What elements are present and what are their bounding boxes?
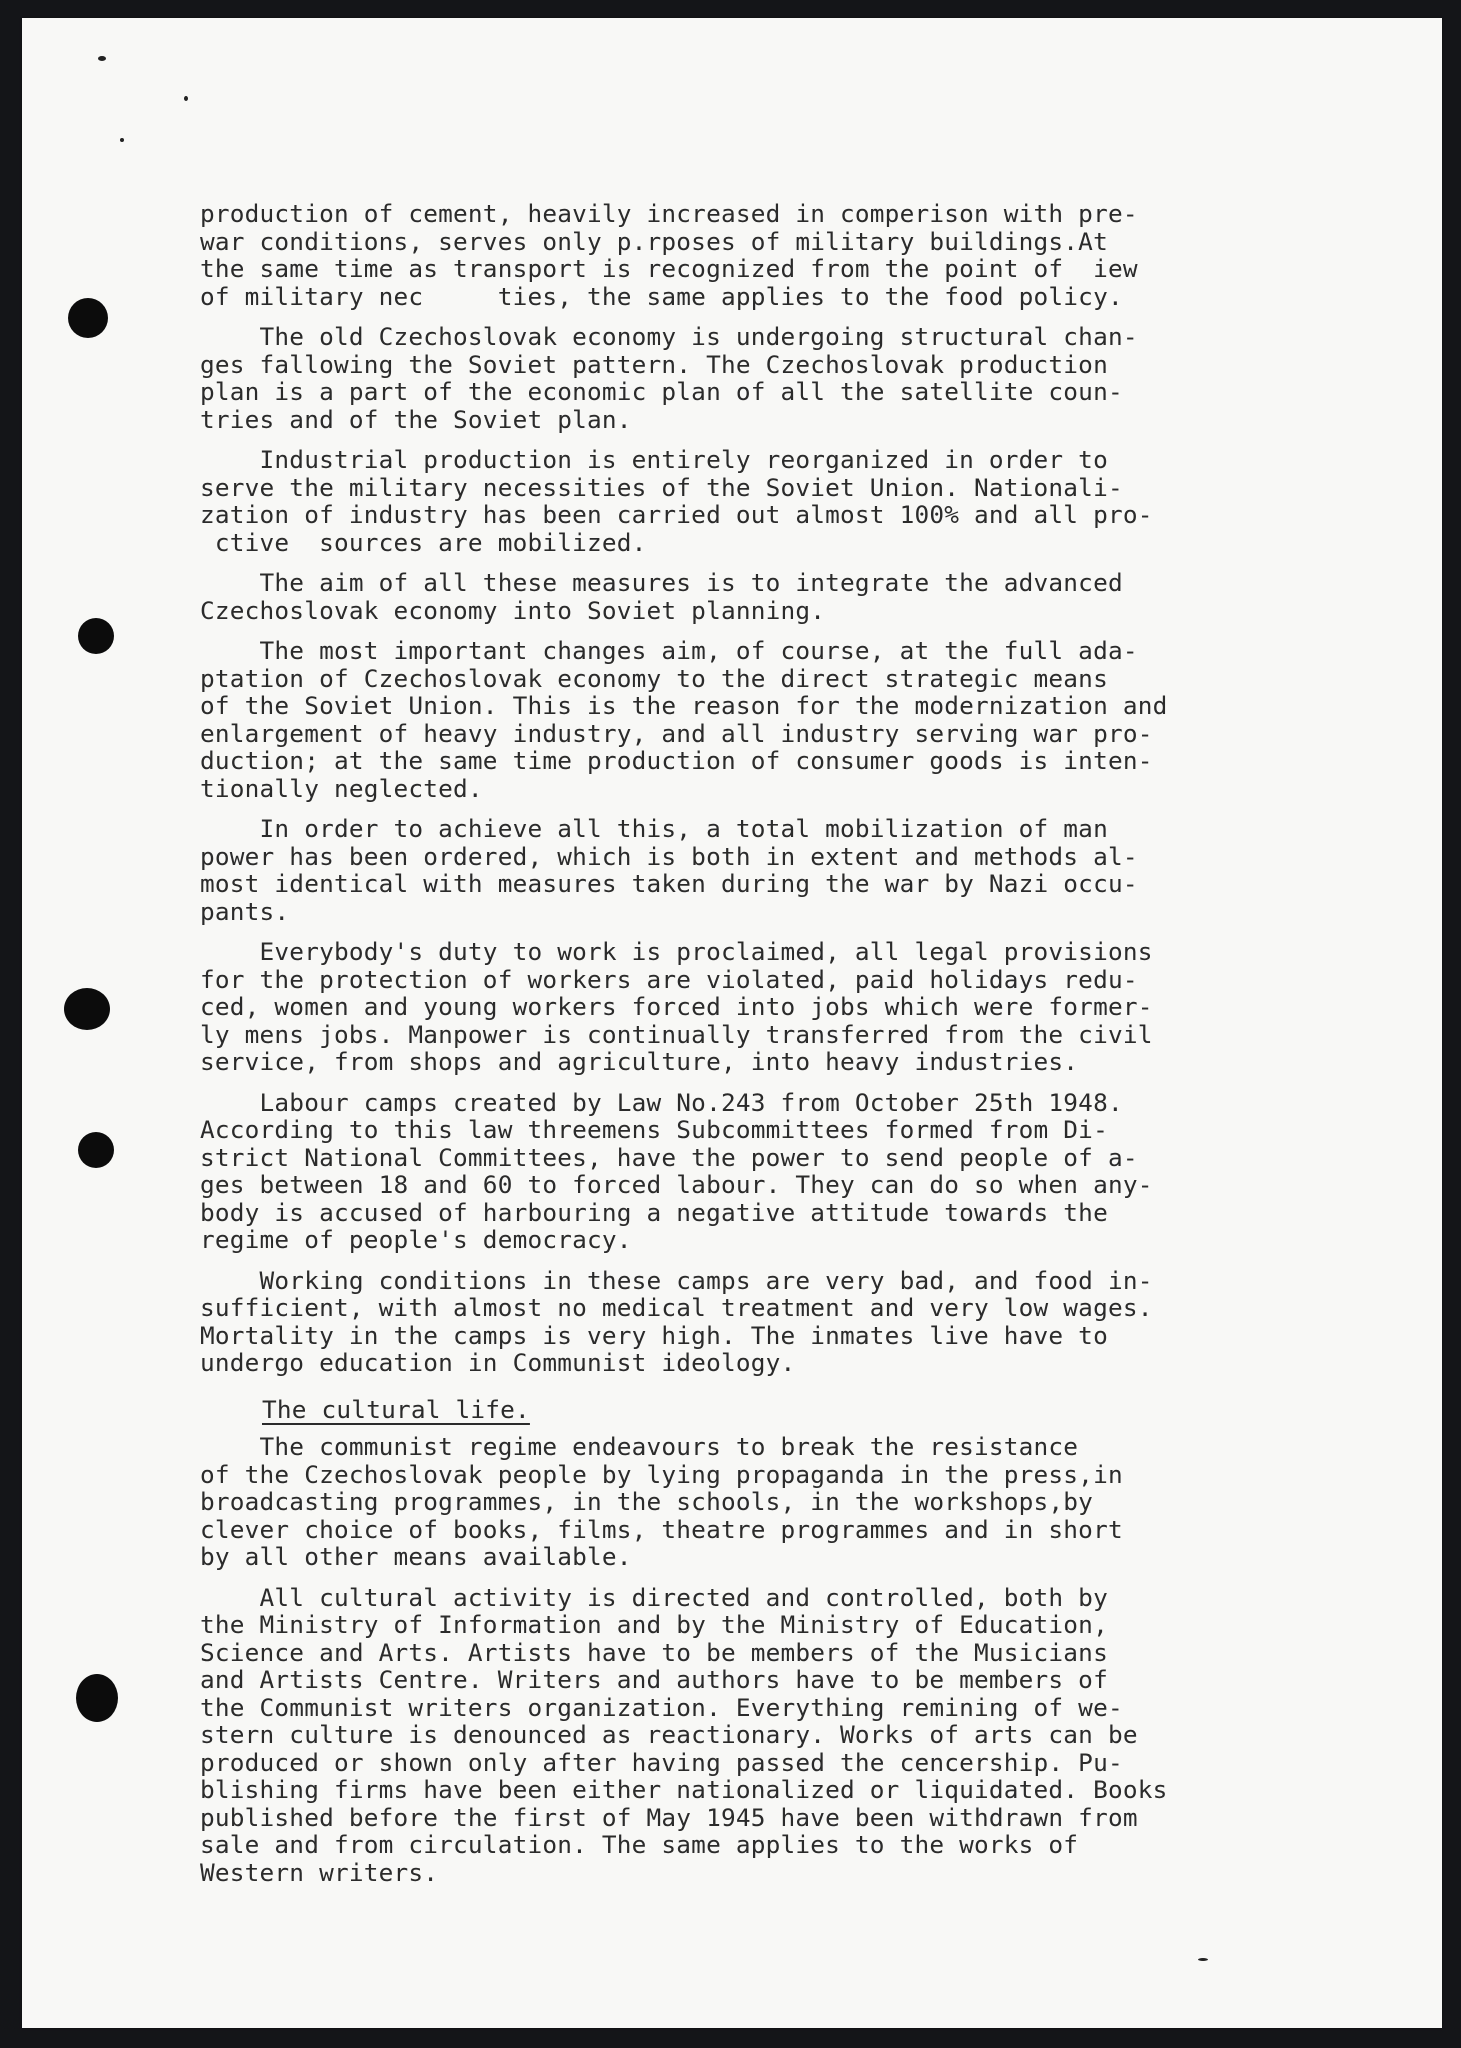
text-line: blishing firms have been either nationalized or liquidated. Books <box>200 1775 1168 1804</box>
paragraph <box>200 1267 1340 1377</box>
text-line: stern culture is denounced as reactionary. Works of arts can be <box>200 1720 1138 1749</box>
section-heading-wrap <box>200 1390 1340 1434</box>
text-line: pants. <box>200 896 290 926</box>
text-line: produced or shown only after having passed the cencership. Pu- <box>200 1747 1123 1777</box>
text-line: According to this law threemens Subcommittees formed from Di- <box>200 1115 1108 1144</box>
speck-4 <box>1198 1958 1208 1961</box>
text-line: undergo education in Communist ideology. <box>200 1348 796 1377</box>
text-line: enlargement of heavy industry, and all industry serving war pro- <box>200 718 1153 748</box>
text-line: ly mens jobs. Manpower is continually transferred from the civil <box>200 1019 1153 1049</box>
punch-hole-4 <box>78 1132 114 1168</box>
text-line: tionally neglected. <box>200 773 483 803</box>
typescript-body <box>200 200 1340 1899</box>
paragraph <box>200 1089 1340 1254</box>
punch-hole-2 <box>78 618 114 654</box>
text-line: ced, women and young workers forced into jobs which were former- <box>200 992 1153 1021</box>
text-line: Western writers. <box>200 1857 439 1887</box>
text-line: Science and Arts. Artists have to be members of the Musicians <box>200 1637 1108 1667</box>
speck-3 <box>120 138 124 142</box>
text-line: duction; at the same time production of consumer goods is inten- <box>200 746 1153 775</box>
text-line: regime of people's democracy. <box>200 1225 632 1254</box>
text-line: of military nec ties, the same applies to the food policy. <box>200 281 1123 311</box>
text-line: ges fallowing the Soviet pattern. The Czechoslovak production <box>200 349 1108 379</box>
paragraphs-before-heading <box>200 200 1340 1377</box>
text-line: by all other means available. <box>200 1542 632 1571</box>
text-line: sufficient, with almost no medical treatment and very low wages. <box>200 1293 1153 1322</box>
text-line: The old Czechoslovak economy is undergoing structural chan- <box>200 322 1138 351</box>
text-line: and Artists Centre. Writers and authors have to be members of <box>200 1665 1108 1694</box>
text-line: for the protection of workers are violated, paid holidays redu- <box>200 964 1138 994</box>
text-line: serve the military necessities of the Soviet Union. Nationali- <box>200 472 1123 502</box>
text-line: broadcasting programmes, in the schools, in the workshops,by <box>200 1487 1094 1516</box>
text-line: The communist regime endeavours to break the resistance <box>200 1432 1079 1461</box>
text-line: of the Soviet Union. This is the reason for the modernization and <box>200 691 1168 720</box>
text-line: most identical with measures taken during the war by Nazi occu- <box>200 869 1138 898</box>
text-line: body is accused of harbouring a negative attitude towards the <box>200 1197 1108 1227</box>
text-line: ptation of Czechoslovak economy to the direct strategic means <box>200 663 1108 693</box>
text-line: of the Czechoslovak people by lying propaganda in the press,in <box>200 1459 1123 1489</box>
text-line: published before the first of May 1945 have been withdrawn from <box>200 1802 1138 1832</box>
text-line: production of cement, heavily increased in comperison with pre- <box>200 199 1138 228</box>
text-line: strict National Committees, have the power to send people of a- <box>200 1142 1138 1172</box>
text-line: Industrial production is entirely reorganized in order to <box>200 445 1108 474</box>
text-line: The most important changes aim, of course, at the full ada- <box>200 636 1138 665</box>
text-line: the Communist writers organization. Everything remining of we- <box>200 1692 1123 1722</box>
paragraph <box>200 323 1340 433</box>
paragraph <box>200 446 1340 556</box>
text-line: zation of industry has been carried out almost 100% and all pro- <box>200 500 1153 529</box>
text-line: tries and of the Soviet plan. <box>200 404 632 434</box>
section-heading: The cultural life. <box>262 1394 530 1424</box>
text-line: ctive sources are mobilized. <box>200 527 647 557</box>
punch-hole-3 <box>64 988 110 1030</box>
text-line: sale and from circulation. The same applies to the works of <box>200 1830 1079 1859</box>
punch-hole-5 <box>76 1674 118 1722</box>
punch-hole-1 <box>68 298 108 338</box>
paragraph <box>200 637 1340 802</box>
text-line: Working conditions in these camps are very bad, and food in- <box>200 1265 1153 1295</box>
text-line: the same time as transport is recognized from the point of iew <box>200 254 1138 283</box>
text-line: In order to achieve all this, a total mobilization of man <box>200 814 1108 843</box>
text-line: clever choice of books, films, theatre programmes and in short <box>200 1514 1123 1544</box>
paragraph <box>200 815 1340 925</box>
text-line: plan is a part of the economic plan of all the satellite coun- <box>200 377 1123 406</box>
text-line: Czechoslovak economy into Soviet planning. <box>200 595 826 625</box>
paragraph <box>200 1584 1340 1887</box>
speck-2 <box>184 96 188 101</box>
text-line: service, from shops and agriculture, into heavy industries. <box>200 1047 1079 1076</box>
speck-1 <box>98 56 106 61</box>
paragraphs-after-heading <box>200 1433 1340 1886</box>
paragraph <box>200 938 1340 1076</box>
paragraph <box>200 200 1340 310</box>
text-line: All cultural activity is directed and controlled, both by <box>200 1582 1108 1612</box>
paragraph <box>200 569 1340 624</box>
text-line: power has been ordered, which is both in extent and methods al- <box>200 841 1138 871</box>
text-line: ges between 18 and 60 to forced labour. They can do so when any- <box>200 1170 1153 1199</box>
text-line: Mortality in the camps is very high. The inmates live have to <box>200 1320 1108 1350</box>
text-line: the Ministry of Information and by the Ministry of Education, <box>200 1610 1108 1639</box>
text-line: The aim of all these measures is to integrate the advanced <box>200 568 1123 597</box>
text-line: Everybody's duty to work is proclaimed, all legal provisions <box>200 937 1153 966</box>
text-line: Labour camps created by Law No.243 from October 25th 1948. <box>200 1087 1123 1117</box>
text-line: war conditions, serves only p.rposes of military buildings.At <box>200 226 1108 256</box>
paragraph <box>200 1433 1340 1571</box>
